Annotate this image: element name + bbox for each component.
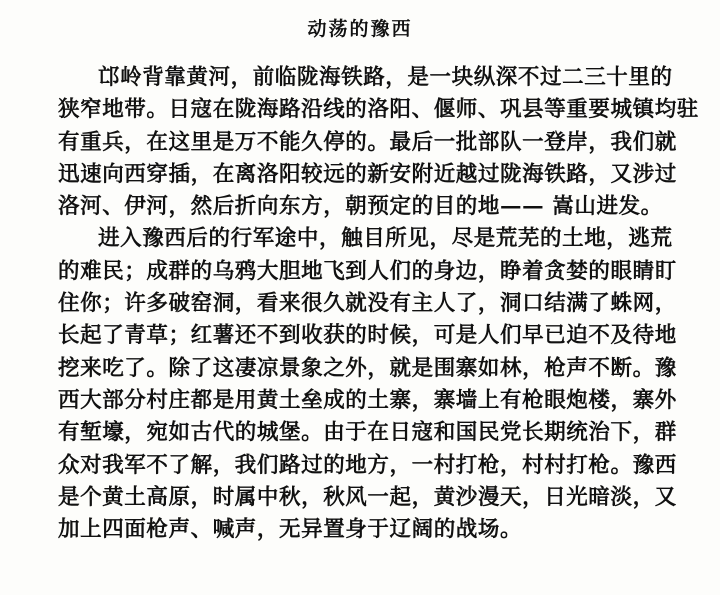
text-line: 有重兵，在这里是万不能久停的。最后一批部队一登岸，我们就 [58,129,677,155]
text-line: 是个黄土高原，时属中秋，秋风一起，黄沙漫天，日光暗淡，又 [58,484,677,510]
text-line: 进入豫西后的行军途中，触目所见，尽是荒芜的土地，逃荒 [98,226,673,252]
text-line: 迅速向西穿插，在离洛阳较远的新安附近越过陇海铁路，又涉过 [58,161,677,187]
text-line: 挖来吃了。除了这凄凉景象之外，就是围寨如林，枪声不断。豫 [58,355,677,381]
text-line: 西大部分村庄都是用黄土垒成的土寨，寨墙上有枪眼炮楼，寨外 [58,387,677,413]
text-line: 长起了青草；红薯还不到收获的时候，可是人们早已迫不及待地 [58,323,677,349]
page-title: 动荡的豫西 [307,18,413,40]
text-line: 加上四面枪声、喊声，无异置身于辽阔的战场。 [58,517,523,543]
text-line: 的难民；成群的乌鸦大胆地飞到人们的身边，睁着贪婪的眼睛盯 [58,258,677,284]
body-text [58,62,698,546]
text-line: 住你；许多破窑洞，看来很久就没有主人了，洞口结满了蛛网， [58,291,677,317]
text-line: 邙岭背靠黄河，前临陇海铁路，是一块纵深不过二三十里的 [98,65,673,90]
text-line: 洛河、伊河，然后折向东方，朝预定的目的地—— 嵩山进发。 [58,194,663,220]
text-line: 狭窄地带。日寇在陇海路沿线的洛阳、偃师、巩县等重要城镇均驻 [58,97,699,123]
text-line: 有堑壕，宛如古代的城堡。由于在日寇和国民党长期统治下，群 [58,420,677,446]
text-line: 众对我军不了解，我们路过的地方，一村打枪，村村打枪。豫西 [58,452,677,478]
